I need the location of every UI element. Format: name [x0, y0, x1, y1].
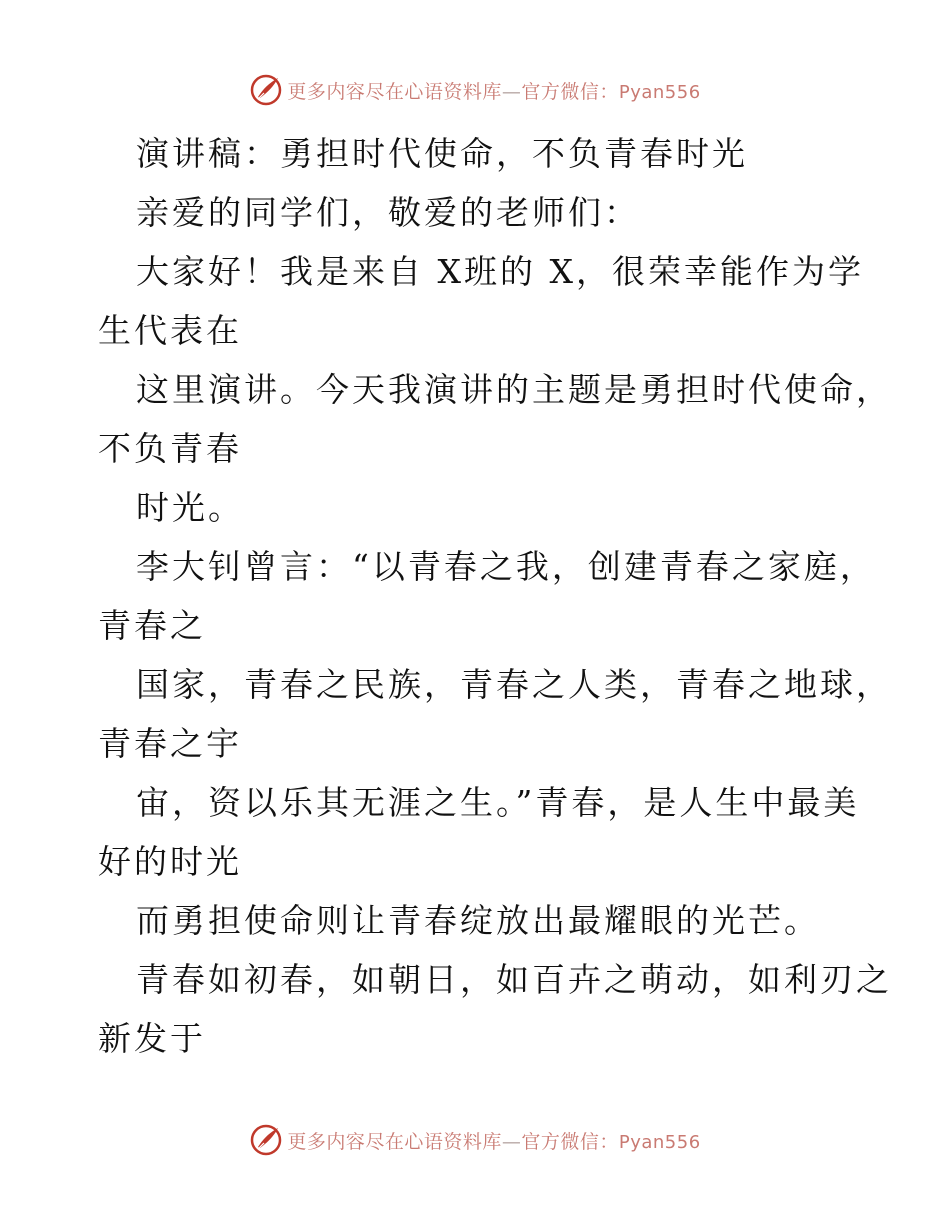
body-line: 大家好！我是来自 X班的 X，很荣幸能作为学	[136, 252, 864, 291]
banner-separator: —	[501, 80, 522, 103]
banner-separator: —	[501, 1130, 522, 1153]
wechat-label: 官方微信：	[521, 80, 619, 103]
body-line: 青春之	[98, 606, 206, 645]
body-line: 这里演讲。今天我演讲的主题是勇担时代使命，	[136, 370, 892, 409]
body-line: 青春如初春，如朝日，如百卉之萌动，如利刃之	[136, 960, 892, 999]
body-line: 青春之宇	[98, 724, 242, 763]
body-line: 不负青春	[98, 429, 242, 468]
footer-banner	[0, 1120, 950, 1160]
wechat-id: Pyan556	[618, 1131, 701, 1153]
body-line: 而勇担使命则让青春绽放出最耀眼的光芒。	[136, 901, 820, 940]
body-line: 宙，资以乐其无涯之生。”青春，是人生中最美	[136, 783, 860, 822]
body-line: 好的时光	[98, 842, 242, 881]
body-line: 新发于	[98, 1019, 206, 1058]
wechat-label: 官方微信：	[521, 1130, 619, 1153]
header-banner	[0, 70, 950, 110]
body-line: 国家，青春之民族，青春之人类，青春之地球，	[136, 665, 892, 704]
body-line: 李大钊曾言：“以青春之我，创建青春之家庭，	[136, 547, 876, 586]
salutation: 亲爱的同学们，敬爱的老师们：	[136, 193, 640, 232]
header-banner-text	[287, 77, 700, 104]
body-line: 生代表在	[98, 311, 242, 350]
speech-body	[98, 124, 892, 1068]
site-name: 更多内容尽在心语资料库	[287, 1130, 502, 1153]
footer-banner-text	[287, 1127, 700, 1154]
speech-title: 演讲稿：勇担时代使命，不负青春时光	[136, 134, 748, 173]
site-name: 更多内容尽在心语资料库	[287, 80, 502, 103]
quill-logo-icon	[249, 1123, 283, 1157]
wechat-id: Pyan556	[618, 81, 701, 103]
quill-logo-icon	[249, 73, 283, 107]
body-line: 时光。	[136, 488, 244, 527]
